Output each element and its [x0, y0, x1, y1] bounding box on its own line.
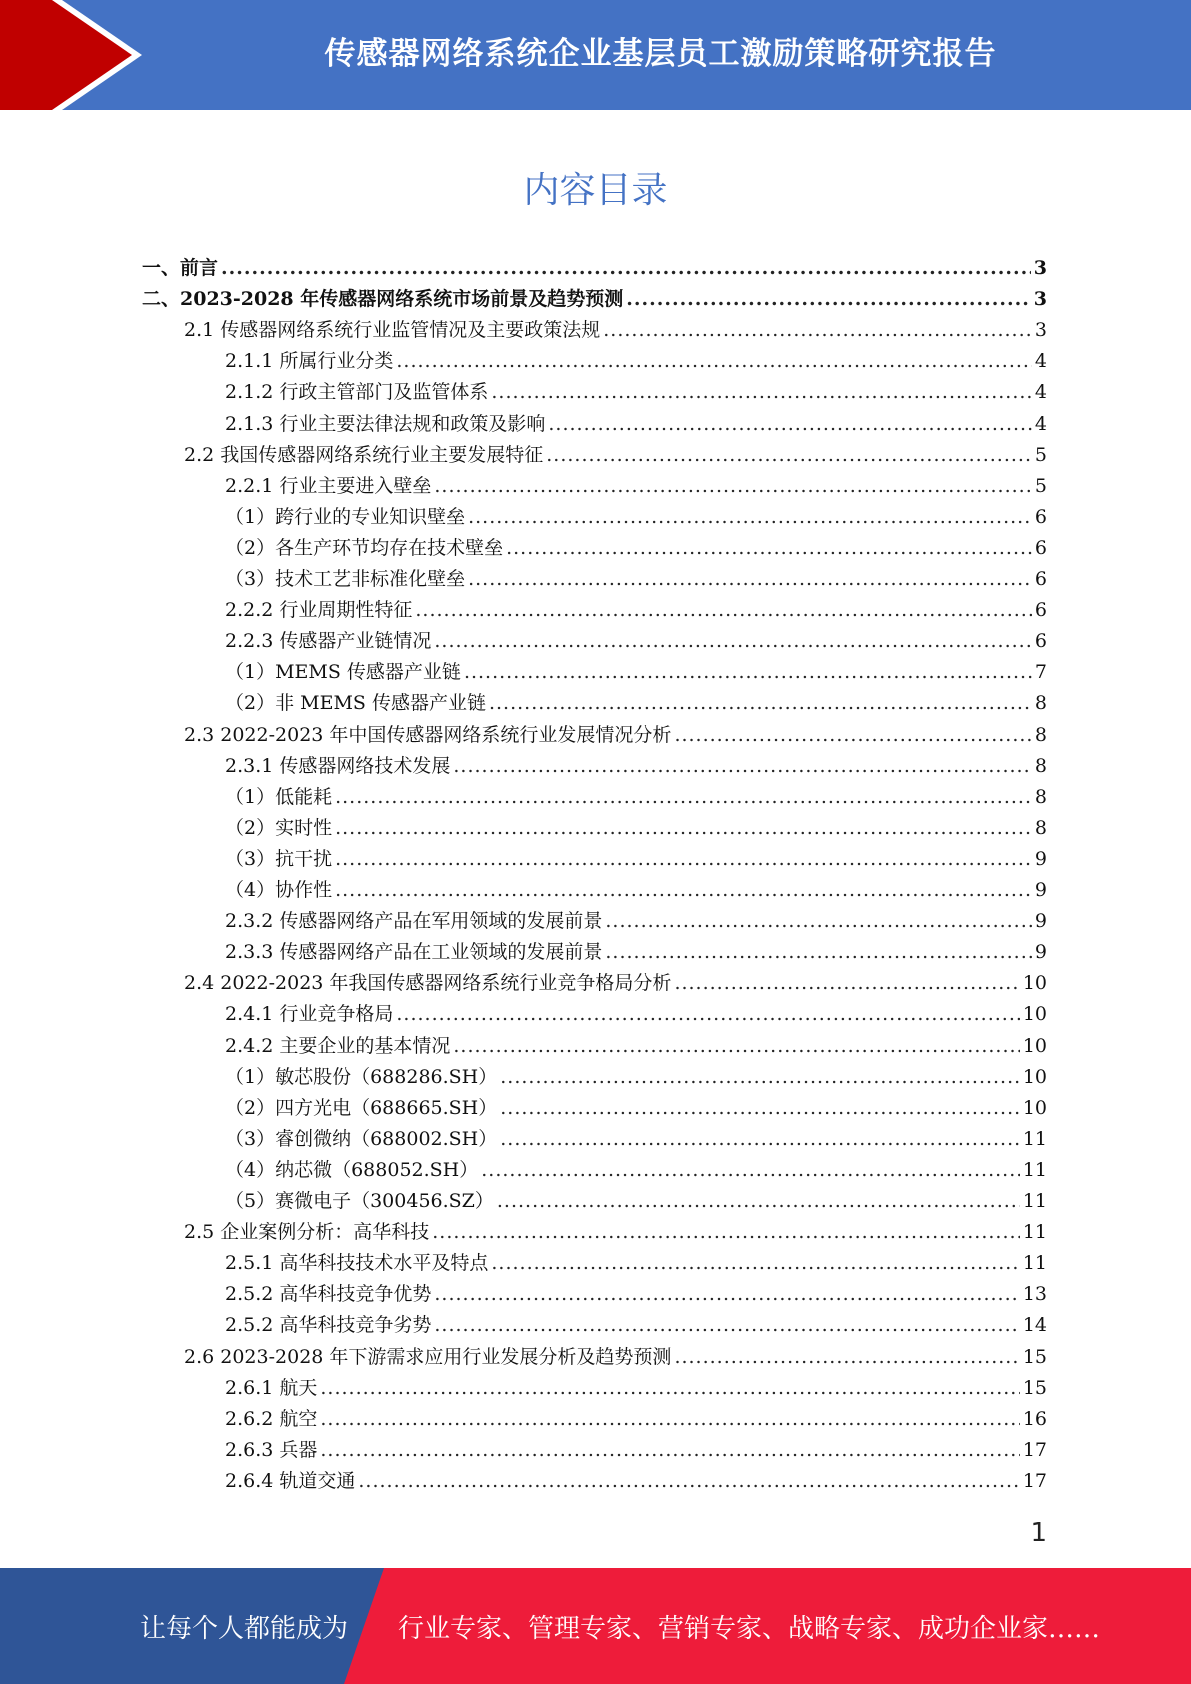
toc-entry-page: 9	[1034, 847, 1047, 870]
toc-entry[interactable]	[184, 1342, 1047, 1372]
toc-entry-page: 3	[1034, 319, 1047, 342]
toc-leader-dots	[335, 817, 1032, 839]
toc-entry-page: 11	[1022, 1158, 1047, 1181]
toc-entry-title: 2.6 2023-2028 年下游需求应用行业发展分析及趋势预测	[184, 1345, 672, 1368]
toc-entry-title: 2.6.1 航天	[225, 1376, 318, 1399]
toc-leader-dots	[434, 1314, 1019, 1336]
toc-entry-title: 2.2 我国传感器网络系统行业主要发展特征	[184, 443, 544, 466]
toc-leader-dots	[320, 1439, 1019, 1461]
toc-entry-page: 15	[1022, 1376, 1047, 1399]
toc-leader-dots	[500, 1128, 1020, 1150]
toc-leader-dots	[481, 1159, 1020, 1181]
toc-entry-page: 11	[1022, 1252, 1047, 1275]
toc-entry[interactable]	[225, 813, 1047, 843]
toc-leader-dots	[500, 1097, 1020, 1119]
toc-leader-dots	[674, 724, 1031, 746]
toc-entry[interactable]	[225, 626, 1047, 656]
toc-entry-title: （2）各生产环节均存在技术壁垒	[225, 536, 504, 559]
toc-entry[interactable]	[184, 315, 1047, 345]
toc-entry-title: 2.1.1 所属行业分类	[225, 350, 394, 373]
toc-entry-title: （2）实时性	[225, 816, 333, 839]
toc-entry[interactable]	[184, 968, 1047, 998]
toc-entry-page: 4	[1034, 381, 1047, 404]
toc-entry[interactable]	[225, 1373, 1047, 1403]
toc-entry-title: 2.4.2 主要企业的基本情况	[225, 1034, 451, 1057]
toc-entry[interactable]	[225, 564, 1047, 594]
toc-entry-page: 8	[1034, 816, 1047, 839]
toc-entry-title: （1）低能耗	[225, 785, 333, 808]
toc-leader-dots	[434, 475, 1032, 497]
toc-entry-page: 17	[1022, 1438, 1047, 1461]
toc-entry[interactable]	[225, 409, 1047, 439]
toc-entry[interactable]	[225, 595, 1047, 625]
toc-entry-title: （1）MEMS 传感器产业链	[225, 661, 461, 684]
toc-leader-dots	[605, 941, 1032, 963]
toc-entry-page: 5	[1034, 443, 1047, 466]
toc-entry-title: 2.1.3 行业主要法律法规和政策及影响	[225, 412, 546, 435]
toc-entry-title: （1）敏芯股份（688286.SH）	[225, 1065, 498, 1088]
toc-entry[interactable]	[225, 688, 1047, 718]
toc-entry[interactable]	[225, 1124, 1047, 1154]
toc-leader-dots	[605, 910, 1032, 932]
toc-entry-page: 10	[1022, 1096, 1047, 1119]
toc-entry-title: 二、2023-2028 年传感器网络系统市场前景及趋势预测	[142, 288, 624, 311]
toc-entry[interactable]	[225, 875, 1047, 905]
toc-leader-dots	[358, 1470, 1019, 1492]
toc-entry-title: 2.5.1 高华科技技术水平及特点	[225, 1252, 489, 1275]
toc-entry-title: （5）赛微电子（300456.SZ）	[225, 1190, 494, 1212]
toc-leader-dots	[468, 568, 1032, 590]
toc-entry-title: 2.4.1 行业竞争格局	[225, 1003, 394, 1026]
toc-leader-dots	[497, 1190, 1020, 1212]
toc-leader-dots	[396, 350, 1032, 372]
toc-leader-dots	[674, 972, 1019, 994]
toc-entry[interactable]	[225, 999, 1047, 1029]
toc-entry-page: 15	[1022, 1345, 1047, 1368]
toc-entry-title: （2）四方光电（688665.SH）	[225, 1096, 498, 1119]
toc-entry-page: 14	[1022, 1314, 1047, 1337]
toc-entry-page: 6	[1034, 536, 1047, 559]
toc-leader-dots	[396, 1003, 1019, 1025]
toc-entry-page: 8	[1034, 723, 1047, 746]
toc-entry-page: 9	[1034, 879, 1047, 901]
toc-entry[interactable]	[225, 1248, 1047, 1278]
toc-entry-title: 2.5 企业案例分析：高华科技	[184, 1221, 430, 1244]
toc-entry-page: 16	[1022, 1407, 1047, 1430]
toc-entry-title: （4）协作性	[225, 879, 333, 901]
toc-entry[interactable]	[142, 253, 1047, 283]
toc-entry[interactable]	[225, 1093, 1047, 1123]
report-title: 传感器网络系统企业基层员工激励策略研究报告	[324, 35, 997, 72]
header-banner	[0, 0, 1191, 110]
toc-entry[interactable]	[225, 471, 1047, 501]
toc-entry-title: 2.4 2022-2023 年我国传感器网络系统行业竞争格局分析	[184, 972, 672, 995]
toc-leader-dots	[674, 1346, 1019, 1368]
toc-entry-title: 2.3.2 传感器网络产品在军用领域的发展前景	[225, 910, 603, 933]
toc-entry-title: 2.6.2 航空	[225, 1407, 318, 1430]
toc-entry[interactable]	[225, 1279, 1047, 1309]
toc-entry-title: （2）非 MEMS 传感器产业链	[225, 692, 486, 715]
toc-entry[interactable]	[225, 502, 1047, 532]
toc-entry-page: 8	[1034, 692, 1047, 715]
footer-banner	[0, 1568, 1191, 1684]
toc-entry[interactable]	[225, 1155, 1047, 1185]
toc-leader-dots	[603, 319, 1032, 341]
toc-leader-dots	[453, 1035, 1019, 1057]
toc-entry-page: 6	[1034, 568, 1047, 590]
toc-entry-page: 9	[1034, 910, 1047, 933]
toc-entry-page: 13	[1022, 1283, 1047, 1306]
toc-entry-title: 2.6.3 兵器	[225, 1438, 318, 1461]
toc-entry-title: （3）抗干扰	[225, 847, 333, 870]
toc-leader-dots	[434, 1283, 1019, 1305]
toc-entry[interactable]	[142, 284, 1047, 314]
toc-leader-dots	[464, 661, 1032, 683]
toc-leader-dots	[500, 1066, 1020, 1088]
toc-leader-dots	[415, 599, 1032, 621]
toc-entry[interactable]	[225, 1186, 1047, 1216]
toc-leader-dots	[491, 381, 1032, 403]
toc-entry[interactable]	[184, 440, 1047, 470]
toc-entry-title: 2.3 2022-2023 年中国传感器网络系统行业发展情况分析	[184, 723, 672, 746]
toc-entry[interactable]	[225, 1031, 1047, 1061]
toc-leader-dots	[335, 879, 1032, 901]
toc-entry-title: 2.2.2 行业周期性特征	[225, 599, 413, 622]
toc-entry-page: 17	[1022, 1469, 1047, 1492]
toc-entry-page: 10	[1022, 1003, 1047, 1026]
toc-entry[interactable]	[225, 844, 1047, 874]
toc-leader-dots	[453, 755, 1032, 777]
toc-entry-title: （1）跨行业的专业知识壁垒	[225, 505, 466, 528]
toc-entry-page: 10	[1022, 1065, 1047, 1088]
toc-entry-page: 10	[1022, 1034, 1047, 1057]
toc-entry-title: 2.1.2 行政主管部门及监管体系	[225, 381, 489, 404]
footer-slogan-left: 让每个人都能成为	[140, 1613, 349, 1644]
toc-entry-title: 2.5.2 高华科技竞争劣势	[225, 1314, 432, 1337]
toc-entry-page: 6	[1034, 505, 1047, 528]
toc-entry[interactable]	[225, 1404, 1047, 1434]
toc-entry-page: 7	[1034, 661, 1047, 684]
toc-entry-title: 2.5.2 高华科技竞争优势	[225, 1283, 432, 1306]
toc-entry[interactable]	[225, 751, 1047, 781]
footer-slogan-right: 行业专家、管理专家、营销专家、战略专家、成功企业家……	[398, 1613, 1101, 1644]
toc-entry[interactable]	[225, 782, 1047, 812]
toc-leader-dots	[221, 257, 1031, 279]
toc-entry[interactable]	[225, 1435, 1047, 1465]
toc-entry-title: 2.1 传感器网络系统行业监管情况及主要政策法规	[184, 319, 601, 342]
toc-leader-dots	[434, 630, 1032, 652]
toc-entry-page: 3	[1033, 288, 1047, 311]
toc-entry-page: 6	[1034, 630, 1047, 653]
toc-entry-page: 4	[1034, 350, 1047, 373]
toc-leader-dots	[432, 1221, 1020, 1243]
toc-entry-page: 8	[1034, 754, 1047, 777]
toc-entry[interactable]	[184, 1217, 1047, 1247]
toc-entry-page: 9	[1034, 941, 1047, 964]
toc-entry-title: （4）纳芯微（688052.SH）	[225, 1158, 479, 1181]
toc-leader-dots	[320, 1377, 1019, 1399]
toc-entry-page: 11	[1022, 1127, 1047, 1150]
toc-leader-dots	[468, 506, 1032, 528]
toc-entry[interactable]	[225, 1310, 1047, 1340]
toc-entry[interactable]	[225, 906, 1047, 936]
toc-entry-title: 一、前言	[142, 257, 219, 279]
toc-entry-title: 2.3.3 传感器网络产品在工业领域的发展前景	[225, 941, 603, 964]
toc-entry-page: 8	[1034, 785, 1047, 808]
toc-title: 内容目录	[523, 170, 668, 211]
toc-leader-dots	[320, 1408, 1019, 1430]
toc-entry-page: 4	[1034, 412, 1047, 435]
toc-entry-page: 3	[1033, 257, 1047, 279]
toc-entry[interactable]	[225, 937, 1047, 967]
toc-leader-dots	[506, 537, 1032, 559]
page-number: 1	[1030, 1518, 1047, 1548]
toc-entry-title: （3）睿创微纳（688002.SH）	[225, 1127, 498, 1150]
toc-entry[interactable]	[225, 1062, 1047, 1092]
toc-entry-page: 6	[1034, 599, 1047, 622]
toc-entry[interactable]	[225, 533, 1047, 563]
toc-leader-dots	[491, 1252, 1019, 1274]
toc-entry-title: 2.2.3 传感器产业链情况	[225, 630, 432, 653]
toc-entry[interactable]	[225, 346, 1047, 376]
toc-leader-dots	[548, 413, 1032, 435]
toc-leader-dots	[626, 288, 1031, 310]
toc-entry[interactable]	[225, 657, 1047, 687]
toc-entry-page: 5	[1034, 474, 1047, 497]
toc-leader-dots	[489, 692, 1032, 714]
toc-entry-title: 2.2.1 行业主要进入壁垒	[225, 474, 432, 497]
toc-entry-page: 10	[1022, 972, 1047, 995]
toc-leader-dots	[335, 848, 1032, 870]
toc-entry[interactable]	[184, 720, 1047, 750]
toc-entry-title: 2.3.1 传感器网络技术发展	[225, 754, 451, 777]
toc-entry[interactable]	[225, 1466, 1047, 1496]
toc-entry-title: （3）技术工艺非标准化壁垒	[225, 568, 466, 590]
toc-entry[interactable]	[225, 377, 1047, 407]
toc-entry-title: 2.6.4 轨道交通	[225, 1469, 356, 1492]
toc-leader-dots	[546, 444, 1032, 466]
toc-entry-page: 11	[1022, 1221, 1047, 1244]
toc-leader-dots	[335, 786, 1032, 808]
toc-entry-page: 11	[1022, 1190, 1047, 1212]
